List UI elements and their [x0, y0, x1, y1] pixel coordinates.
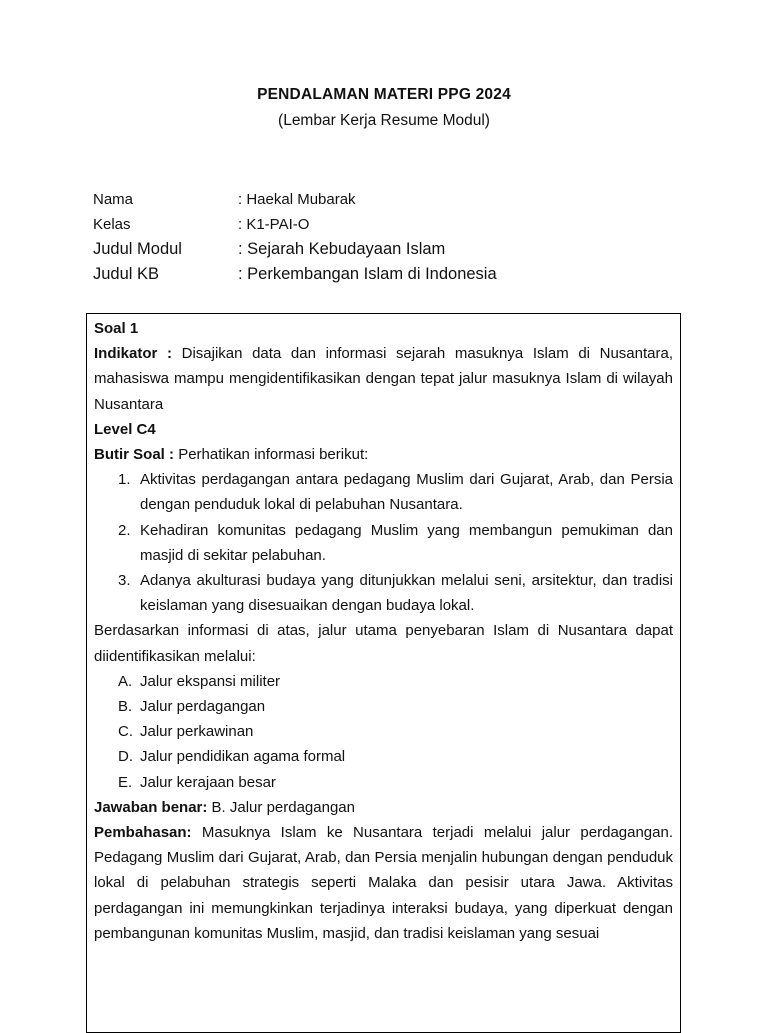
indikator-label: Indikator :: [94, 345, 172, 363]
question-text: Berdasarkan informasi di atas, jalur utama penyebaran Islam di Nusantara dapat diidentifikasikan melalui:: [94, 622, 673, 665]
level-label: Level C4: [94, 420, 156, 438]
jawaban-text: B. Jalur perdagangan: [211, 798, 355, 816]
answer-option: E. Jalur kerajaan besar: [118, 773, 276, 791]
info-points-list: [94, 467, 673, 618]
list-item: 3. Adanya akulturasi budaya yang ditunjukkan melalui seni, arsitektur, dan tradisi keislaman yang disesuaikan dengan budaya lokal.: [118, 572, 673, 615]
document-title: PENDALAMAN MATERI PPG 2024: [257, 86, 511, 103]
jawaban-label: Jawaban benar:: [94, 798, 208, 816]
list-item: 2. Kehadiran komunitas pedagang Muslim yang membangun pemukiman dan masjid di sekitar pelabuhan.: [118, 521, 673, 564]
indikator-paragraph: [94, 341, 673, 417]
pembahasan-text: Masuknya Islam ke Nusantara terjadi melalui jalur perdagangan. Pedagang Muslim dari Gujarat, Arab, dan Persia menjalin hubungan dengan penduduk lokal di pelabuhan strategis seperti Malaka dan pesisir utara Jawa. Aktivitas perdagangan ini memungkinkan terjadinya interaksi budaya, yang diperkuat dengan pembangunan komunitas Muslim, masjid, dan tradisi keislaman yang sesuai: [94, 824, 674, 942]
question-box: [86, 313, 681, 1033]
info-label: Kelas: [93, 216, 131, 233]
indikator-text: Disajikan data dan informasi sejarah masuknya Islam di Nusantara, mahasiswa mampu mengidentifikasikan dengan tepat jalur masuknya Islam di wilayah Nusantara: [94, 345, 673, 413]
pembahasan-label: Pembahasan:: [94, 824, 192, 842]
identity-block: [93, 187, 497, 287]
info-row-kelas: [93, 212, 497, 237]
butir-paragraph: [94, 442, 673, 467]
answer-option: B. Jalur perdagangan: [118, 698, 266, 716]
answer-option: A. Jalur ekspansi militer: [118, 672, 281, 690]
question-heading: Soal 1: [94, 320, 139, 337]
document-subtitle: (Lembar Kerja Resume Modul): [278, 112, 490, 129]
info-label: Judul Modul: [93, 240, 182, 258]
info-row-nama: [93, 187, 497, 212]
info-value: : K1-PAI-O: [238, 216, 310, 233]
jawaban-paragraph: [94, 795, 673, 820]
info-label: Judul KB: [93, 265, 160, 283]
list-item: 1. Aktivitas perdagangan antara pedagang Muslim dari Gujarat, Arab, dan Persia dengan penduduk lokal di pelabuhan Nusantara.: [118, 471, 673, 514]
info-value: : Perkembangan Islam di Indonesia: [238, 265, 497, 283]
butir-label: Butir Soal :: [94, 446, 175, 464]
info-row-judul-modul: [93, 237, 497, 262]
info-row-judul-kb: [93, 262, 497, 287]
info-value: : Sejarah Kebudayaan Islam: [238, 240, 446, 258]
pembahasan-paragraph: [94, 820, 673, 946]
answer-options-list: [94, 669, 673, 795]
answer-option: D. Jalur pendidikan agama formal: [118, 748, 346, 766]
answer-option: C. Jalur perkawinan: [118, 723, 254, 741]
info-label: Nama: [93, 191, 134, 208]
info-value: : Haekal Mubarak: [238, 191, 356, 208]
butir-text: Perhatikan informasi berikut:: [178, 446, 369, 464]
